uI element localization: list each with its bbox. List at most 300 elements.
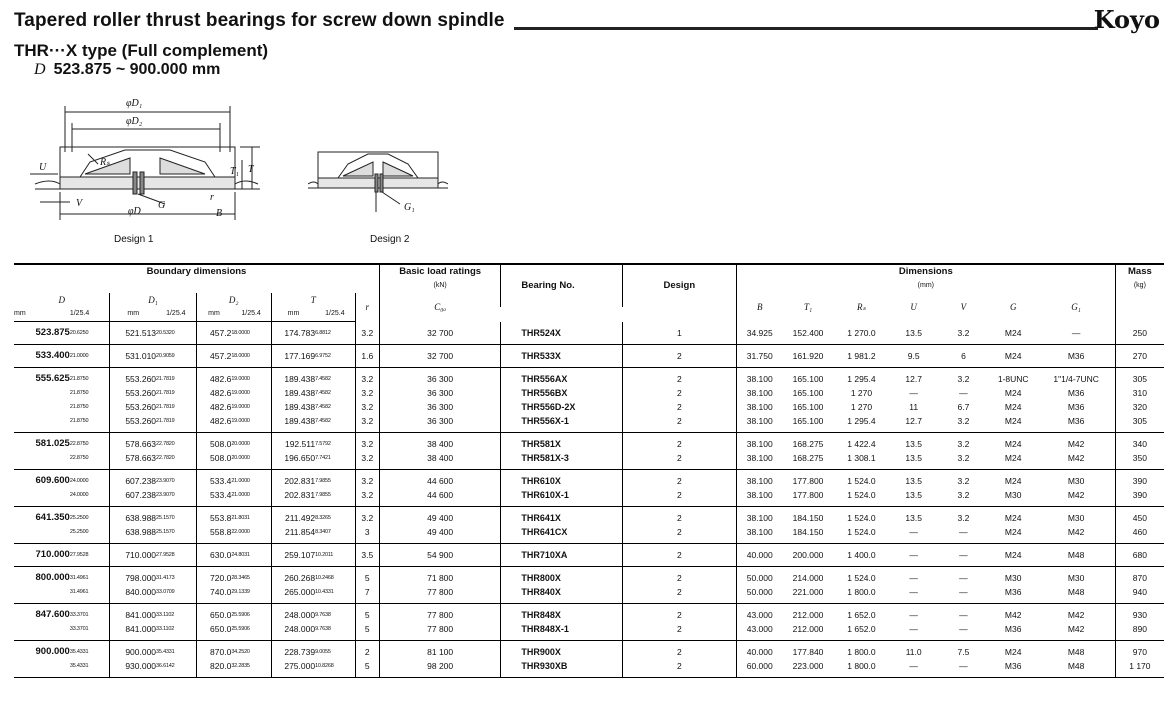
- cell-g1: M48: [1067, 647, 1085, 657]
- cell-bearing-no: THR524X: [501, 322, 622, 345]
- cell-g: 1-8UNC: [997, 374, 1029, 384]
- cell-bearing-no: THR581X: [501, 433, 622, 452]
- table-row: [14, 400, 1164, 414]
- cell-d2: 533.4: [196, 470, 231, 489]
- cell-d-inch: 27.9528: [70, 544, 110, 567]
- hdr-unit-inch: 1/25.4: [70, 307, 110, 322]
- cell-design: 2: [622, 470, 736, 489]
- cell-t1: 200.000: [783, 544, 834, 567]
- cell-d-inch: 21.8750: [69, 404, 89, 410]
- cell-r: 3.2: [355, 322, 379, 345]
- hdr-col-b: B: [736, 293, 782, 322]
- cell-u: —: [889, 585, 938, 604]
- cell-g: M24: [1004, 647, 1022, 657]
- cell-d: 847.600: [35, 609, 70, 620]
- cell-b: 60.000: [736, 659, 782, 678]
- cell-d-inch: 33.3701: [69, 612, 89, 618]
- cell-bearing-no: THR610X-1: [501, 488, 622, 507]
- cell-t1: 168.275: [783, 451, 834, 470]
- cell-v: 3.2: [938, 488, 989, 507]
- cell-u: —: [889, 659, 938, 678]
- cell-t1: 165.100: [792, 374, 824, 384]
- cell-mass: 390: [1115, 470, 1164, 489]
- label-d1: φD₁: [126, 98, 143, 109]
- hdr-mass-unit: (kg): [1115, 279, 1164, 293]
- row-group: [14, 368, 1164, 433]
- cell-d2: 508.0: [196, 433, 231, 452]
- cell-d2: 553.8: [196, 507, 231, 526]
- cell-d: 710.000: [14, 544, 70, 567]
- cell-bearing-no: THR848X-1: [501, 622, 622, 641]
- cell-g: M36: [989, 585, 1038, 604]
- cell-d-inch: 35.4331: [69, 649, 89, 655]
- cell-d1: 930.000: [110, 659, 156, 678]
- range-symbol: D: [34, 61, 46, 78]
- cell-b: 50.000: [736, 585, 782, 604]
- cell-t1: 152.400: [783, 322, 834, 345]
- page-title: Tapered roller thrust bearings for screw down spindle: [14, 10, 505, 31]
- cell-d1: 900.000: [110, 641, 156, 660]
- cell-t1: 165.100: [783, 414, 834, 433]
- cell-d1: 553.260: [110, 386, 156, 400]
- hdr-col-d1: D₁: [110, 293, 196, 307]
- cell-u: 11: [909, 402, 919, 412]
- cell-g: M24: [989, 451, 1038, 470]
- cell-d1-inch: 22.7820: [156, 441, 175, 447]
- design1-caption: Design 1: [114, 234, 154, 245]
- cell-rs: 1 800.0: [834, 585, 890, 604]
- hdr-dimensions-unit: (mm): [736, 279, 1115, 293]
- cell-g: M24: [989, 414, 1038, 433]
- label-t1: T₁: [230, 166, 240, 177]
- cell-v: 6: [938, 345, 989, 368]
- label-v: V: [76, 198, 83, 209]
- cell-t1: 223.000: [783, 659, 834, 678]
- cell-d2-inch: 25.5906: [231, 622, 271, 641]
- cell-d2-inch: 32.2835: [231, 659, 271, 678]
- cell-g1: M42: [1067, 610, 1085, 620]
- cell-design: 2: [622, 585, 736, 604]
- cell-d-inch: 31.4961: [70, 585, 110, 604]
- cell-design: 1: [622, 322, 736, 345]
- cell-c0a: 77 800: [379, 604, 500, 623]
- cell-u: 12.7: [889, 414, 938, 433]
- cell-rs: 1 524.0: [847, 573, 876, 583]
- cell-g1: M30: [1067, 476, 1085, 486]
- cell-v: 6.7: [957, 402, 970, 412]
- table-row: [14, 567, 1164, 586]
- cell-bearing-no: THR556D-2X: [501, 400, 622, 414]
- cell-bearing-no: THR556BX: [501, 386, 622, 400]
- cell-t1: 165.100: [792, 402, 824, 412]
- cell-t: 174.783: [271, 322, 315, 345]
- cell-u: 9.5: [889, 345, 938, 368]
- cell-bearing-no: THR533X: [501, 345, 622, 368]
- cell-d2-inch: 18.0000: [231, 322, 271, 345]
- cell-d2-inch: 19.0000: [231, 376, 250, 382]
- table-row: [14, 451, 1164, 470]
- cell-t1: 177.800: [783, 488, 834, 507]
- cell-t-inch: 7.4582: [315, 414, 355, 433]
- label-r: r: [210, 192, 214, 203]
- cell-g1: 1"1/4-7UNC: [1053, 374, 1099, 384]
- cell-d1: 840.000: [110, 585, 156, 604]
- cell-r: 3.2: [355, 451, 379, 470]
- cell-v: —: [938, 525, 989, 544]
- cell-d1-inch: 22.7820: [156, 451, 196, 470]
- cell-t: 189.438: [271, 414, 315, 433]
- cell-d2-inch: 21.8031: [231, 515, 250, 521]
- cell-r: 5: [355, 659, 379, 678]
- row-group: [14, 470, 1164, 507]
- cell-d: [14, 585, 70, 604]
- cell-rs: 1 800.0: [834, 659, 890, 678]
- cell-d2-inch: 18.0000: [231, 345, 271, 368]
- hdr-boundary: Boundary dimensions: [14, 264, 379, 279]
- cell-mass: 450: [1115, 507, 1164, 526]
- cell-u: —: [909, 573, 918, 583]
- cell-d: 533.400: [14, 345, 70, 368]
- hdr-col-g1: G₁: [1071, 302, 1081, 313]
- cell-d: [14, 622, 70, 641]
- table-row: [14, 433, 1164, 452]
- cell-t-inch: 10.8268: [315, 659, 355, 678]
- cell-c0a: 36 300: [379, 400, 500, 414]
- cell-g1: —: [1037, 322, 1115, 345]
- cell-c0a: 36 300: [379, 386, 500, 400]
- cell-mass: 390: [1115, 488, 1164, 507]
- cell-b: 38.100: [736, 433, 782, 452]
- cell-t-inch: 9.7638: [315, 622, 355, 641]
- table-row: [14, 659, 1164, 678]
- cell-v: 3.2: [957, 513, 970, 523]
- design2-drawing: [308, 140, 448, 220]
- cell-r: 7: [355, 585, 379, 604]
- cell-r: 5: [355, 604, 379, 623]
- cell-t1: 184.150: [783, 525, 834, 544]
- cell-g: M24: [989, 544, 1038, 567]
- cell-d: 609.600: [35, 475, 70, 486]
- hdr-col-t1: T₁: [803, 302, 813, 313]
- cell-g1: M30: [1067, 573, 1085, 583]
- cell-rs: 1 270: [850, 388, 873, 398]
- cell-design: 2: [622, 400, 736, 414]
- cell-u: 13.5: [905, 476, 922, 486]
- table-row: [14, 414, 1164, 433]
- row-group: [14, 641, 1164, 678]
- cell-b: 38.100: [736, 368, 782, 387]
- cell-d-inch: 20.6250: [70, 322, 110, 345]
- cell-d2-inch: 29.1339: [231, 585, 271, 604]
- cell-v: —: [938, 659, 989, 678]
- cell-g1: M48: [1037, 585, 1115, 604]
- cell-c0a: 98 200: [379, 659, 500, 678]
- cell-d1: 578.663: [110, 433, 156, 452]
- cell-d2-inch: 19.0000: [231, 390, 250, 396]
- label-g: G: [158, 200, 166, 211]
- cell-b: 40.000: [736, 641, 782, 660]
- cell-d-inch: 21.8750: [69, 376, 89, 382]
- cell-mass: 870: [1115, 567, 1164, 586]
- cell-g1: M42: [1037, 525, 1115, 544]
- cell-g: M24: [1004, 388, 1022, 398]
- cell-g1: M30: [1067, 513, 1085, 523]
- cell-d1: 798.000: [110, 567, 156, 586]
- cell-t: 189.438: [271, 400, 315, 414]
- cell-r: 2: [355, 641, 379, 660]
- cell-t: 228.739: [271, 641, 315, 660]
- cell-rs: 1 400.0: [834, 544, 890, 567]
- cell-d1-inch: 33.1102: [156, 612, 175, 618]
- cell-d1: 638.988: [110, 525, 156, 544]
- cell-d1: 638.988: [110, 507, 156, 526]
- cell-b: 38.100: [736, 451, 782, 470]
- cell-d2-inch: 21.0000: [231, 488, 271, 507]
- hdr-design: Design: [622, 264, 736, 307]
- hdr-col-c0a: C₀ₐ: [379, 293, 500, 322]
- cell-rs: 1 270.0: [834, 322, 890, 345]
- cell-g1: M42: [1067, 439, 1085, 449]
- label-rs: Rₛ: [100, 157, 110, 168]
- cell-c0a: 54 900: [379, 544, 500, 567]
- cell-bearing-no: THR641CX: [501, 525, 622, 544]
- cell-g: M24: [989, 345, 1038, 368]
- cell-c0a: 38 400: [379, 451, 500, 470]
- cell-design: 2: [622, 386, 736, 400]
- cell-t1: 177.840: [792, 647, 824, 657]
- cell-c0a: 44 600: [379, 488, 500, 507]
- cell-d1: 841.000: [110, 604, 156, 623]
- cell-mass: 680: [1115, 544, 1164, 567]
- cell-d2: 457.2: [196, 322, 231, 345]
- hdr-unit-mm: mm: [271, 307, 315, 322]
- cell-bearing-no: THR556X-1: [501, 414, 622, 433]
- hdr-unit-mm: mm: [110, 307, 156, 322]
- size-range: [34, 61, 220, 79]
- cell-d1-inch: 20.9059: [156, 345, 196, 368]
- cell-d: 900.000: [35, 646, 70, 657]
- cell-d-inch: 25.2500: [70, 525, 110, 544]
- cell-d2: 482.6: [196, 368, 231, 387]
- cell-design: 2: [622, 659, 736, 678]
- cell-t1: 214.000: [792, 573, 824, 583]
- hdr-unit-mm: mm: [196, 307, 231, 322]
- cell-u: —: [889, 622, 938, 641]
- cell-b: 38.100: [736, 488, 782, 507]
- cell-t: 265.000: [271, 585, 315, 604]
- cell-u: 11.0: [905, 647, 922, 657]
- cell-mass: 250: [1115, 322, 1164, 345]
- cell-mass: 350: [1115, 451, 1164, 470]
- cell-d-inch: 25.2500: [69, 515, 89, 521]
- cell-design: 2: [622, 525, 736, 544]
- cell-t1: 161.920: [783, 345, 834, 368]
- table-row: [14, 470, 1164, 489]
- hdr-col-r: r: [355, 293, 379, 322]
- cell-d-inch: 33.3701: [70, 622, 110, 641]
- cell-d1-inch: 36.6142: [156, 659, 196, 678]
- label-g1: G₁: [404, 202, 415, 213]
- cell-d: [14, 525, 70, 544]
- cell-c0a: 38 400: [379, 433, 500, 452]
- row-group: [14, 433, 1164, 470]
- cell-rs: 1 422.4: [847, 439, 876, 449]
- cell-u: 13.5: [905, 439, 922, 449]
- cell-t-inch: 7.4582: [315, 390, 331, 396]
- cell-d2-inch: 22.0000: [231, 525, 271, 544]
- cell-d2-inch: 20.0000: [231, 451, 271, 470]
- hdr-unit-mm: mm: [14, 307, 70, 322]
- cell-rs: 1 295.4: [834, 414, 890, 433]
- cell-d1: 553.260: [110, 368, 156, 387]
- cell-u: 13.5: [905, 513, 922, 523]
- cell-mass: 890: [1115, 622, 1164, 641]
- cell-d: 581.025: [35, 438, 70, 449]
- cell-t-inch: 9.0055: [315, 649, 331, 655]
- label-t: T: [248, 164, 254, 175]
- cell-t: 259.107: [271, 544, 315, 567]
- cell-d-inch: 24.0000: [70, 488, 110, 507]
- cell-d1: 531.010: [110, 345, 156, 368]
- cell-bearing-no: THR710XA: [501, 544, 622, 567]
- cell-mass: 460: [1115, 525, 1164, 544]
- cell-d: 641.350: [35, 512, 70, 523]
- cell-t1: 168.275: [792, 439, 824, 449]
- cell-rs: 1 652.0: [847, 610, 876, 620]
- cell-v: 3.2: [957, 374, 970, 384]
- cell-t-inch: 8.3265: [315, 515, 331, 521]
- cell-d: [14, 400, 70, 414]
- cell-t-inch: 10.2468: [315, 575, 334, 581]
- cell-d: [14, 414, 70, 433]
- cell-r: 3: [355, 525, 379, 544]
- cell-rs: 1 295.4: [847, 374, 876, 384]
- cell-g: M24: [1004, 439, 1022, 449]
- cell-r: 3.2: [355, 400, 379, 414]
- cell-b: 38.100: [736, 507, 782, 526]
- cell-c0a: 77 800: [379, 585, 500, 604]
- cell-g: M30: [1004, 573, 1022, 583]
- cell-r: 3.5: [355, 544, 379, 567]
- range-value: 523.875 ~ 900.000 mm: [53, 61, 221, 78]
- cell-design: 2: [622, 641, 736, 660]
- cell-d1-inch: 21.7819: [156, 404, 175, 410]
- cell-rs: 1 524.0: [847, 476, 876, 486]
- cell-d2: 533.4: [196, 488, 231, 507]
- cell-design: 2: [622, 451, 736, 470]
- cell-bearing-no: THR848X: [501, 604, 622, 623]
- cell-bearing-no: THR610X: [501, 470, 622, 489]
- hdr-col-d2: D₂: [196, 293, 271, 307]
- cell-design: 2: [622, 567, 736, 586]
- cell-design: 2: [622, 433, 736, 452]
- cell-r: 3.2: [355, 470, 379, 489]
- cell-rs: 1 981.2: [834, 345, 890, 368]
- cell-u: —: [889, 525, 938, 544]
- hdr-col-v: V: [960, 302, 967, 313]
- cell-r: 3.2: [355, 368, 379, 387]
- cell-t1: 177.800: [792, 476, 824, 486]
- cell-design: 2: [622, 368, 736, 387]
- cell-d2: 508.0: [196, 451, 231, 470]
- cell-b: 38.100: [736, 386, 782, 400]
- cell-t: 211.492: [271, 507, 315, 526]
- cell-d1-inch: 21.7819: [156, 376, 175, 382]
- cell-d1-inch: 31.4173: [156, 575, 175, 581]
- cell-d: [14, 451, 70, 470]
- cell-t: 177.169: [271, 345, 315, 368]
- cell-d1: 553.260: [110, 400, 156, 414]
- cell-mass: 270: [1115, 345, 1164, 368]
- row-group: [14, 322, 1164, 345]
- cell-g: M42: [1004, 610, 1022, 620]
- cell-b: 38.100: [736, 400, 782, 414]
- hdr-unit-inch: 1/25.4: [315, 307, 355, 322]
- cell-mass: 1 170: [1115, 659, 1164, 678]
- cell-bearing-no: THR840X: [501, 585, 622, 604]
- cell-r: 3.2: [355, 414, 379, 433]
- cell-b: 34.925: [736, 322, 782, 345]
- cell-rs: 1 270: [850, 402, 873, 412]
- table-row: [14, 622, 1164, 641]
- cell-b: 31.750: [736, 345, 782, 368]
- cell-g1: M42: [1037, 622, 1115, 641]
- cell-v: —: [938, 585, 989, 604]
- label-u: U: [39, 162, 47, 173]
- label-b: B: [216, 208, 223, 219]
- cell-d2-inch: 24.8031: [231, 544, 271, 567]
- cell-u: —: [889, 544, 938, 567]
- cell-design: 2: [622, 488, 736, 507]
- cell-t: 260.268: [271, 567, 315, 586]
- cell-g: M36: [989, 622, 1038, 641]
- cell-bearing-no: THR900X: [501, 641, 622, 660]
- cell-design: 2: [622, 345, 736, 368]
- table-row: [14, 368, 1164, 387]
- cell-c0a: 71 800: [379, 567, 500, 586]
- cell-u: —: [909, 610, 918, 620]
- cell-g1: M48: [1037, 659, 1115, 678]
- cell-b: 38.100: [736, 470, 782, 489]
- cell-d: [14, 386, 70, 400]
- cell-v: 3.2: [938, 322, 989, 345]
- cell-d1: 607.238: [110, 488, 156, 507]
- hdr-col-rs: Rₛ: [857, 302, 866, 313]
- cell-c0a: 44 600: [379, 470, 500, 489]
- cell-g1: M42: [1037, 488, 1115, 507]
- table-row: [14, 525, 1164, 544]
- cell-c0a: 36 300: [379, 414, 500, 433]
- cell-g1: M36: [1067, 402, 1085, 412]
- cell-r: 5: [355, 567, 379, 586]
- cell-v: —: [959, 610, 968, 620]
- cell-d1-inch: 33.0709: [156, 585, 196, 604]
- cell-d2: 740.0: [196, 585, 231, 604]
- cell-d1-inch: 33.1102: [156, 622, 196, 641]
- cell-g: M30: [989, 488, 1038, 507]
- cell-d: [14, 488, 70, 507]
- cell-g1: M36: [1037, 414, 1115, 433]
- cell-d-inch: 21.0000: [70, 345, 110, 368]
- cell-mass: 320: [1115, 400, 1164, 414]
- cell-d1: 553.260: [110, 414, 156, 433]
- row-group: [14, 567, 1164, 604]
- hdr-mass: Mass: [1115, 264, 1164, 279]
- cell-g1: M48: [1037, 544, 1115, 567]
- cell-t: 202.831: [271, 488, 315, 507]
- brand-logo: Koyo: [1093, 5, 1160, 34]
- row-group: [14, 604, 1164, 641]
